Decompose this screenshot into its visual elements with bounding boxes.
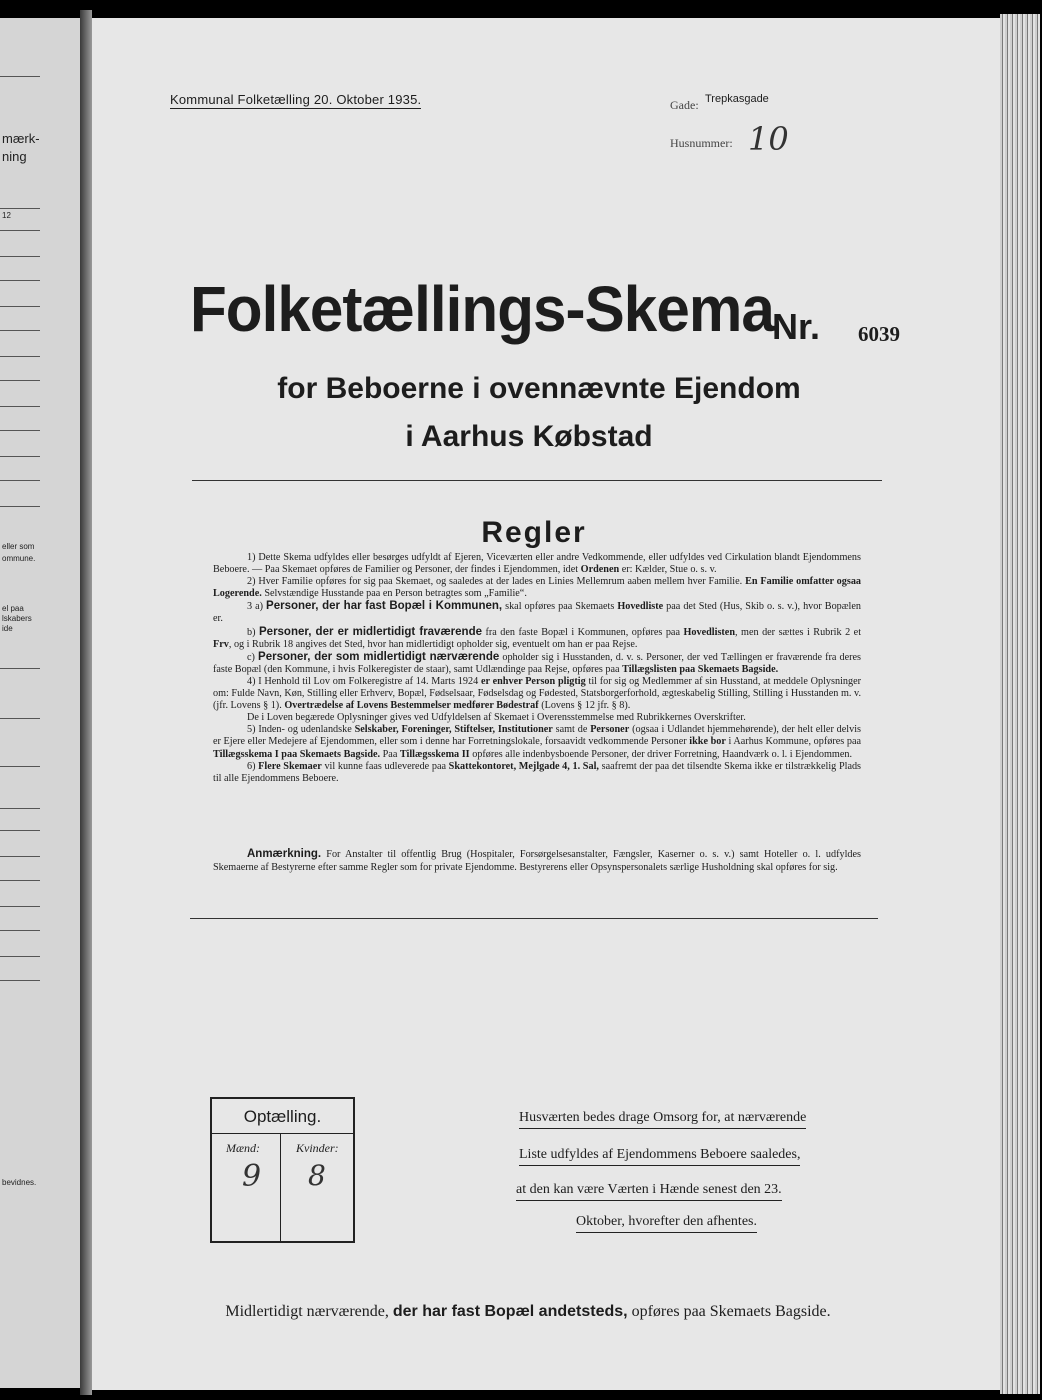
- left-page-fragment: bevidnes.: [2, 1178, 37, 1187]
- book-spine: [80, 10, 92, 1395]
- footer-bold: der har fast Bopæl andetsteds,: [392, 1303, 628, 1320]
- left-page-rule: [0, 306, 40, 307]
- left-page-rule: [0, 76, 40, 77]
- form-location: i Aarhus Købstad: [405, 420, 653, 453]
- footer-note: [0, 1303, 1042, 1321]
- left-page-rule: [0, 456, 40, 457]
- street-value: Trepkasgade: [705, 93, 769, 105]
- left-page-rule: [0, 480, 40, 481]
- footer-pre: Midlertidigt nærværende,: [225, 1303, 389, 1320]
- form-subtitle: for Beboerne i ovennævnte Ejendom: [277, 372, 801, 405]
- count-box-rule: [212, 1133, 353, 1134]
- census-header: Kommunal Folketælling 20. Oktober 1935.: [170, 92, 422, 107]
- landlord-notice-line: Liste udfyldes af Ejendommens Beboere saaledes,: [519, 1147, 800, 1166]
- left-page-rule: [0, 980, 40, 981]
- rule-2: 2) Hver Familie opføres for sig paa Skemaet, og saaledes at der lades en Linies Mellemrum aaben mellem hver Familie. En Familie omfatter ogsaa Logerende. Selvstændige Husstande paa en Person betragtes som „Familie“.: [213, 576, 862, 600]
- left-page-rule: [0, 766, 40, 767]
- left-page-rule: [0, 930, 40, 931]
- left-page-rule: [0, 880, 40, 881]
- landlord-notice-line: Husværten bedes drage Omsorg for, at nærværende: [519, 1110, 806, 1129]
- landlord-notice-line: at den kan være Værten i Hænde senest den 23.: [516, 1182, 782, 1201]
- footer-post: opføres paa Skemaets Bagside.: [631, 1303, 831, 1320]
- house-number-value: 10: [748, 120, 789, 158]
- landlord-notice-line: Oktober, hvorefter den afhentes.: [576, 1214, 757, 1233]
- left-page-rule: [0, 280, 40, 281]
- form-title: Folketællings-Skema: [190, 273, 774, 345]
- left-page-rule: [0, 230, 40, 231]
- left-facing-page: [0, 18, 80, 1388]
- left-page-rule: [0, 856, 40, 857]
- left-page-fragment: el paa: [2, 604, 24, 613]
- women-label: Kvinder:: [296, 1141, 339, 1155]
- left-page-fragment: mærk-: [2, 131, 40, 146]
- rule-3c: c) Personer, der som midlertidigt nærværende opholder sig i Husstanden, d. v. s. Personer, der ved Tællingen er fraværende fra deres faste Bopæl (den Kommune, i hvis Folkeregister de staar), samt Udlændinge paa Rejse, opføres paa Tillægslisten paa Skemaets Bagside.: [213, 650, 862, 675]
- house-number-label: Husnummer:: [670, 136, 733, 150]
- women-count: 8: [308, 1159, 326, 1192]
- rules-text: [213, 552, 861, 785]
- annotation-note: [213, 848, 861, 874]
- left-page-rule: [0, 356, 40, 357]
- men-label: Mænd:: [226, 1141, 260, 1155]
- men-count: 9: [242, 1159, 262, 1194]
- rule-5: 5) Inden- og udenlandske Selskaber, Foreninger, Stiftelser, Institutioner samt de Personer (ogsaa i Udlandet hjemmehørende), der helt eller delvis er Ejere eller Medejere af Ejendommen, eller som i denne har Forretningslokale, forsaavidt vedkommende Personer ikke bor i Aarhus Kommune, opføres paa Tillægsskema I paa Skemaets Bagside. Paa Tillægsskema II opføres alle indenbysboende Personer, der driver Forretning, Haandværk o. l. i Ejendommen.: [213, 724, 862, 760]
- left-page-fragment: eller som: [2, 542, 35, 551]
- rule-3a: 3 a) Personer, der har fast Bopæl i Kommunen, skal opføres paa Skemaets Hovedliste paa det Sted (Hus, Skib o. s. v.), hvor Bopælen er.: [213, 600, 861, 625]
- left-page-rule: [0, 208, 40, 209]
- left-page-rule: [0, 506, 40, 507]
- left-page-rule: [0, 256, 40, 257]
- count-box-rule: [280, 1133, 281, 1241]
- page-edges: [1000, 14, 1040, 1394]
- left-page-fragment: 12: [2, 211, 11, 220]
- street-label: Gade:: [670, 98, 699, 112]
- left-page-rule: [0, 830, 40, 831]
- left-page-fragment: lskabers: [2, 614, 32, 623]
- rules-heading: Regler: [481, 516, 587, 549]
- left-page-rule: [0, 718, 40, 719]
- count-box: [210, 1097, 355, 1243]
- left-page-rule: [0, 668, 40, 669]
- form-number-value: 6039: [858, 322, 900, 346]
- annotation-label: Anmærkning.: [247, 848, 322, 860]
- count-box-title: Optælling.: [243, 1107, 322, 1126]
- rule-1: 1) Dette Skema udfyldes eller besørges udfyldt af Ejeren, Viceværten eller andre Vedkommende, eller udfyldes ved Cirkulation blandt Ejendommens Beboere. — Paa Skemaet opføres de Familier og Personer, der findes i Ejendommen, idet Ordenen er: Kælder, Stue o. s. v.: [213, 552, 861, 576]
- left-page-fragment: ommune.: [2, 554, 36, 563]
- form-number-label: Nr.: [772, 306, 821, 347]
- left-page-rule: [0, 956, 40, 957]
- annotation-text: For Anstalter til offentlig Brug (Hospitaler, Forsørgelsesanstalter, Fængsler, Kaserner o. s. v.) samt Hoteller o. l. udfyldes Skemaerne af Bestyrerne efter samme Regler som for private Ejendomme. Bestyrerens eller Opsynspersonalets særlige Husholdning skal opføres for sig.: [213, 849, 861, 873]
- left-page-rule: [0, 906, 40, 907]
- divider: [190, 918, 878, 919]
- rule-4b: De i Loven begærede Oplysninger gives ved Udfyldelsen af Skemaet i Overensstemmelse med Rubrikkernes Overskrifter.: [247, 712, 746, 724]
- left-page-rule: [0, 330, 40, 331]
- rule-6: 6) Flere Skemaer vil kunne faas udleverede paa Skattekontoret, Mejlgade 4, 1. Sal, saafremt der paa det tilsendte Skema ikke er tilstrækkelig Plads til alle Ejendommens Beboere.: [213, 760, 862, 784]
- divider: [192, 480, 882, 481]
- rule-3b: b) Personer, der er midlertidigt fraværende fra den faste Bopæl i Kommunen, opføres paa Hovedlisten, men der sættes i Rubrik 2 et Frv, og i Rubrik 18 angives det Sted, hvor han midlertidigt opholder sig, eventuelt om han er paa Rejse.: [213, 625, 862, 650]
- left-page-fragment: ide: [2, 624, 13, 633]
- rule-4: 4) I Henhold til Lov om Folkeregistre af 14. Marts 1924 er enhver Person pligtig til for sig og Medlemmer af sin Husstand, at meddele Oplysninger om: Fulde Navn, Køn, Stilling eller Erhverv, Bopæl, Fødselsaar, Fødselsdag og Fødested, Statsborgerforhold, ægteskabelig Stilling, Stilling i Husstanden m. v. (jfr. Lovens § 1). Overtrædelse af Lovens Bestemmelser medfører Bødestraf (Lovens § 12 jfr. § 8).: [213, 675, 861, 712]
- left-page-fragment: ning: [2, 149, 27, 164]
- left-page-rule: [0, 808, 40, 809]
- left-page-rule: [0, 406, 40, 407]
